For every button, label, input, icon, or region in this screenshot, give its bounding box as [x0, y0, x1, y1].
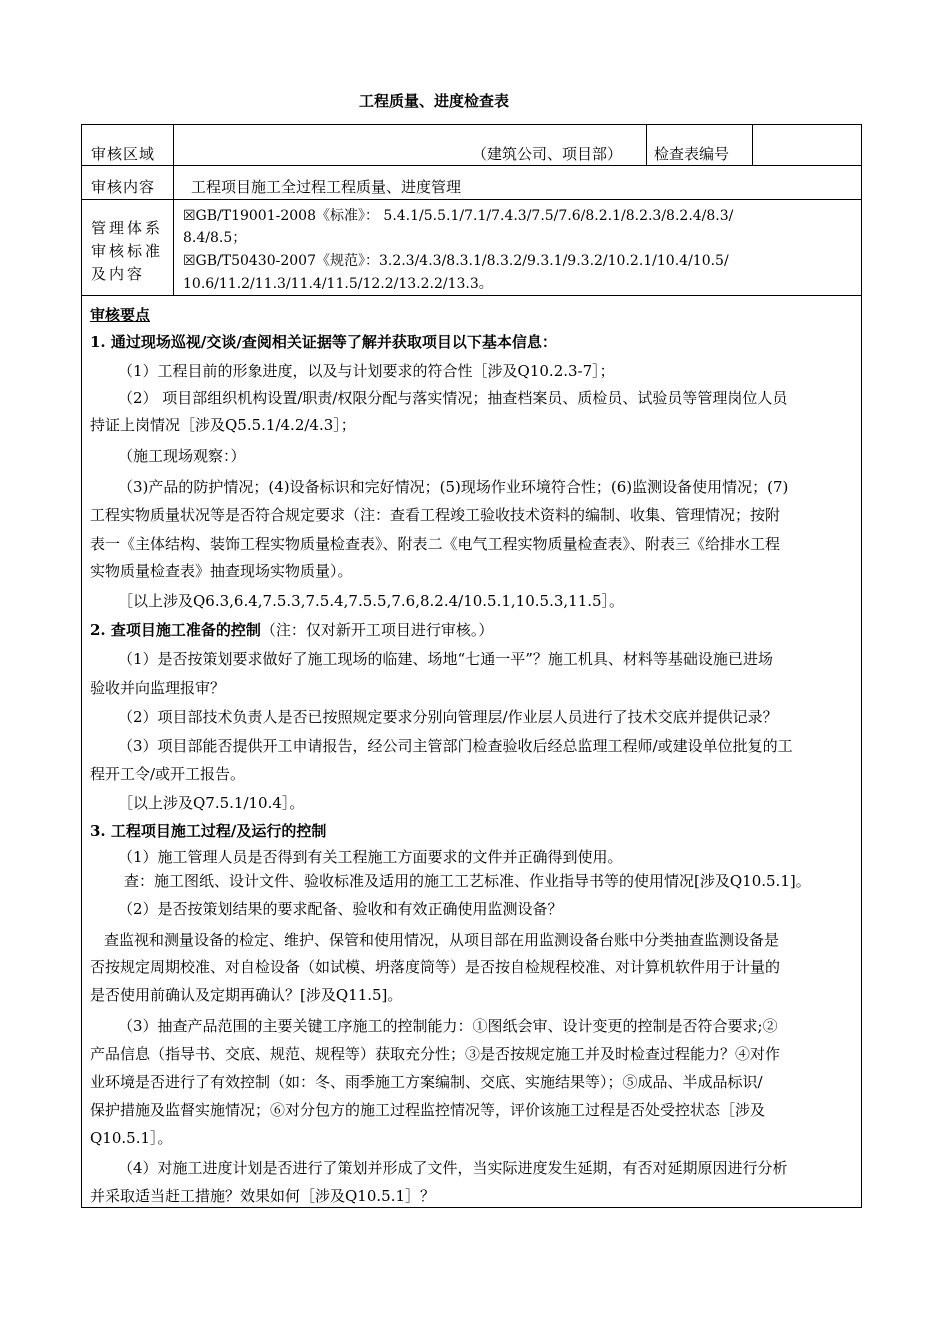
point-line: （1）工程目前的形象进度，以及与计划要求的符合性［涉及Q10.2.3-7］；: [118, 362, 615, 380]
standard-line: 10.6/11.2/11.3/11.4/11.5/12.2/13.2.2/13.3。: [183, 276, 493, 292]
point-line: 程开工令/或开工报告。: [90, 765, 246, 783]
point-line: （3）项目部能否提供开工申请报告，经公司主管部门检查验收后经总监理工程师/或建设单位批复的工: [118, 737, 793, 755]
point-line: ［以上涉及Q6.3,6.4,7.5.3,7.5.4,7.5.5,7.6,8.2.4/10.5.1,10.5.3,11.5］。: [118, 592, 625, 610]
point-line: 查监视和测量设备的检定、维护、保管和使用情况，从项目部在用监测设备台账中分类抽查监测设备是: [104, 931, 780, 949]
point-line: 否按规定周期校准、对自检设备（如试模、坍落度筒等）是否按自检规程校准、对计算机软件用于计量的: [90, 958, 781, 976]
row-divider: [82, 165, 861, 166]
standard-line: 8.4/8.5；: [183, 230, 247, 246]
area-label: 审核区域: [91, 145, 156, 163]
point-line: （3)产品的防护情况；(4)设备标识和完好情况；(5)现场作业环境符合性；(6)监测设备使用情况；(7): [118, 478, 789, 496]
point-line: 表一《主体结构、装饰工程实物质量检查表》、附表二《电气工程实物质量检查表》、附表三《给排水工程: [90, 535, 781, 553]
form-no-label: 检查表编号: [654, 145, 730, 163]
point-line: 工程实物质量状况等是否符合规定要求（注：查看工程竣工验收技术资料的编制、收集、管理情况；按附: [90, 506, 781, 524]
standard-line: ☒GB/T50430-2007《规范》：3.2.3/4.3/8.3.1/8.3.2/9.3.1/9.3.2/10.2.1/10.4/10.5/: [183, 253, 729, 269]
point-line: 保护措施及监督实施情况；⑥对分包方的施工过程监控情况等，评价该施工过程是否处受控状态［涉及: [90, 1101, 766, 1119]
point-line: ［以上涉及Q7.5.1/10.4］。: [118, 794, 305, 812]
standard-label: 管理体系: [91, 219, 164, 237]
row-divider: [82, 199, 861, 200]
point-heading: 1. 通过现场巡视/交谈/查阅相关证据等了解并获取项目以下基本信息：: [90, 333, 557, 351]
standard-label: 及内容: [91, 265, 146, 283]
col-divider: [646, 125, 647, 165]
point-line: （2） 项目部组织机构设置/职责/权限分配与落实情况；抽查档案员、质检员、试验员等管理岗位人员: [118, 389, 788, 407]
point-title: 2. 查项目施工准备的控制: [90, 621, 261, 639]
area-value: （建筑公司、项目部）: [472, 145, 623, 163]
content-label: 审核内容: [91, 178, 156, 196]
point-line: （2）是否按策划结果的要求配备、验收和有效正确使用监测设备？: [118, 900, 563, 918]
row-divider: [82, 295, 861, 296]
point-line: 业环境是否进行了有效控制（如：冬、雨季施工方案编制、交底、实施结果等）；⑤成品、半成品标识/: [90, 1073, 763, 1091]
point-line: 实物质量检查表》抽查现场实物质量）。: [90, 562, 353, 580]
point-line: 是否使用前确认及定期再确认？[涉及Q11.5]。: [90, 986, 403, 1004]
page-title: 工程质量、进度检查表: [358, 92, 509, 110]
point-heading: [90, 620, 493, 640]
point-line: 查：施工图纸、设计文件、验收标准及适用的施工工艺标准、作业指导书等的使用情况[涉及Q10.5.1]。: [124, 872, 811, 890]
point-note: （注：仅对新开工项目进行审核。）: [260, 621, 494, 639]
col-divider: [173, 125, 174, 295]
col-divider: [752, 125, 753, 165]
point-line: （4）对施工进度计划是否进行了策划并形成了文件，当实际进度发生延期，有否对延期原因进行分析: [118, 1159, 788, 1177]
point-line: 并采取适当赶工措施？效果如何［涉及Q10.5.1］？: [90, 1187, 436, 1205]
point-line: （施工现场观察：）: [118, 447, 246, 465]
standard-line: ☒GB/T19001-2008《标准》： 5.4.1/5.5.1/7.1/7.4.3/7.5/7.6/8.2.1/8.2.3/8.2.4/8.3/: [183, 208, 734, 224]
point-line: （1）施工管理人员是否得到有关工程施工方面要求的文件并正确得到使用。: [118, 848, 623, 866]
section-heading: 审核要点: [90, 306, 151, 324]
point-line: 持证上岗情况［涉及Q5.5.1/4.2/4.3］；: [90, 416, 356, 434]
inspection-table: [81, 124, 862, 1208]
point-line: 验收并向监理报审？: [90, 679, 226, 697]
point-line: Q10.5.1］。: [90, 1129, 173, 1147]
point-line: （2）项目部技术负责人是否已按照规定要求分别向管理层/作业层人员进行了技术交底并提供记录？: [118, 708, 778, 726]
point-line: 产品信息（指导书、交底、规范、规程等）获取充分性；③是否按规定施工并及时检查过程能力？④对作: [90, 1045, 781, 1063]
point-line: （1）是否按策划要求做好了施工现场的临建、场地“七通一平”？施工机具、材料等基础设施已进场: [118, 650, 773, 668]
point-line: （3）抽查产品范围的主要关键工序施工的控制能力：①图纸会审、设计变更的控制是否符合要求;②: [118, 1017, 778, 1035]
standard-label: 审核标准: [91, 242, 164, 260]
point-heading: 3. 工程项目施工过程/及运行的控制: [90, 822, 327, 840]
content-value: 工程项目施工全过程工程质量、进度管理: [191, 178, 462, 196]
